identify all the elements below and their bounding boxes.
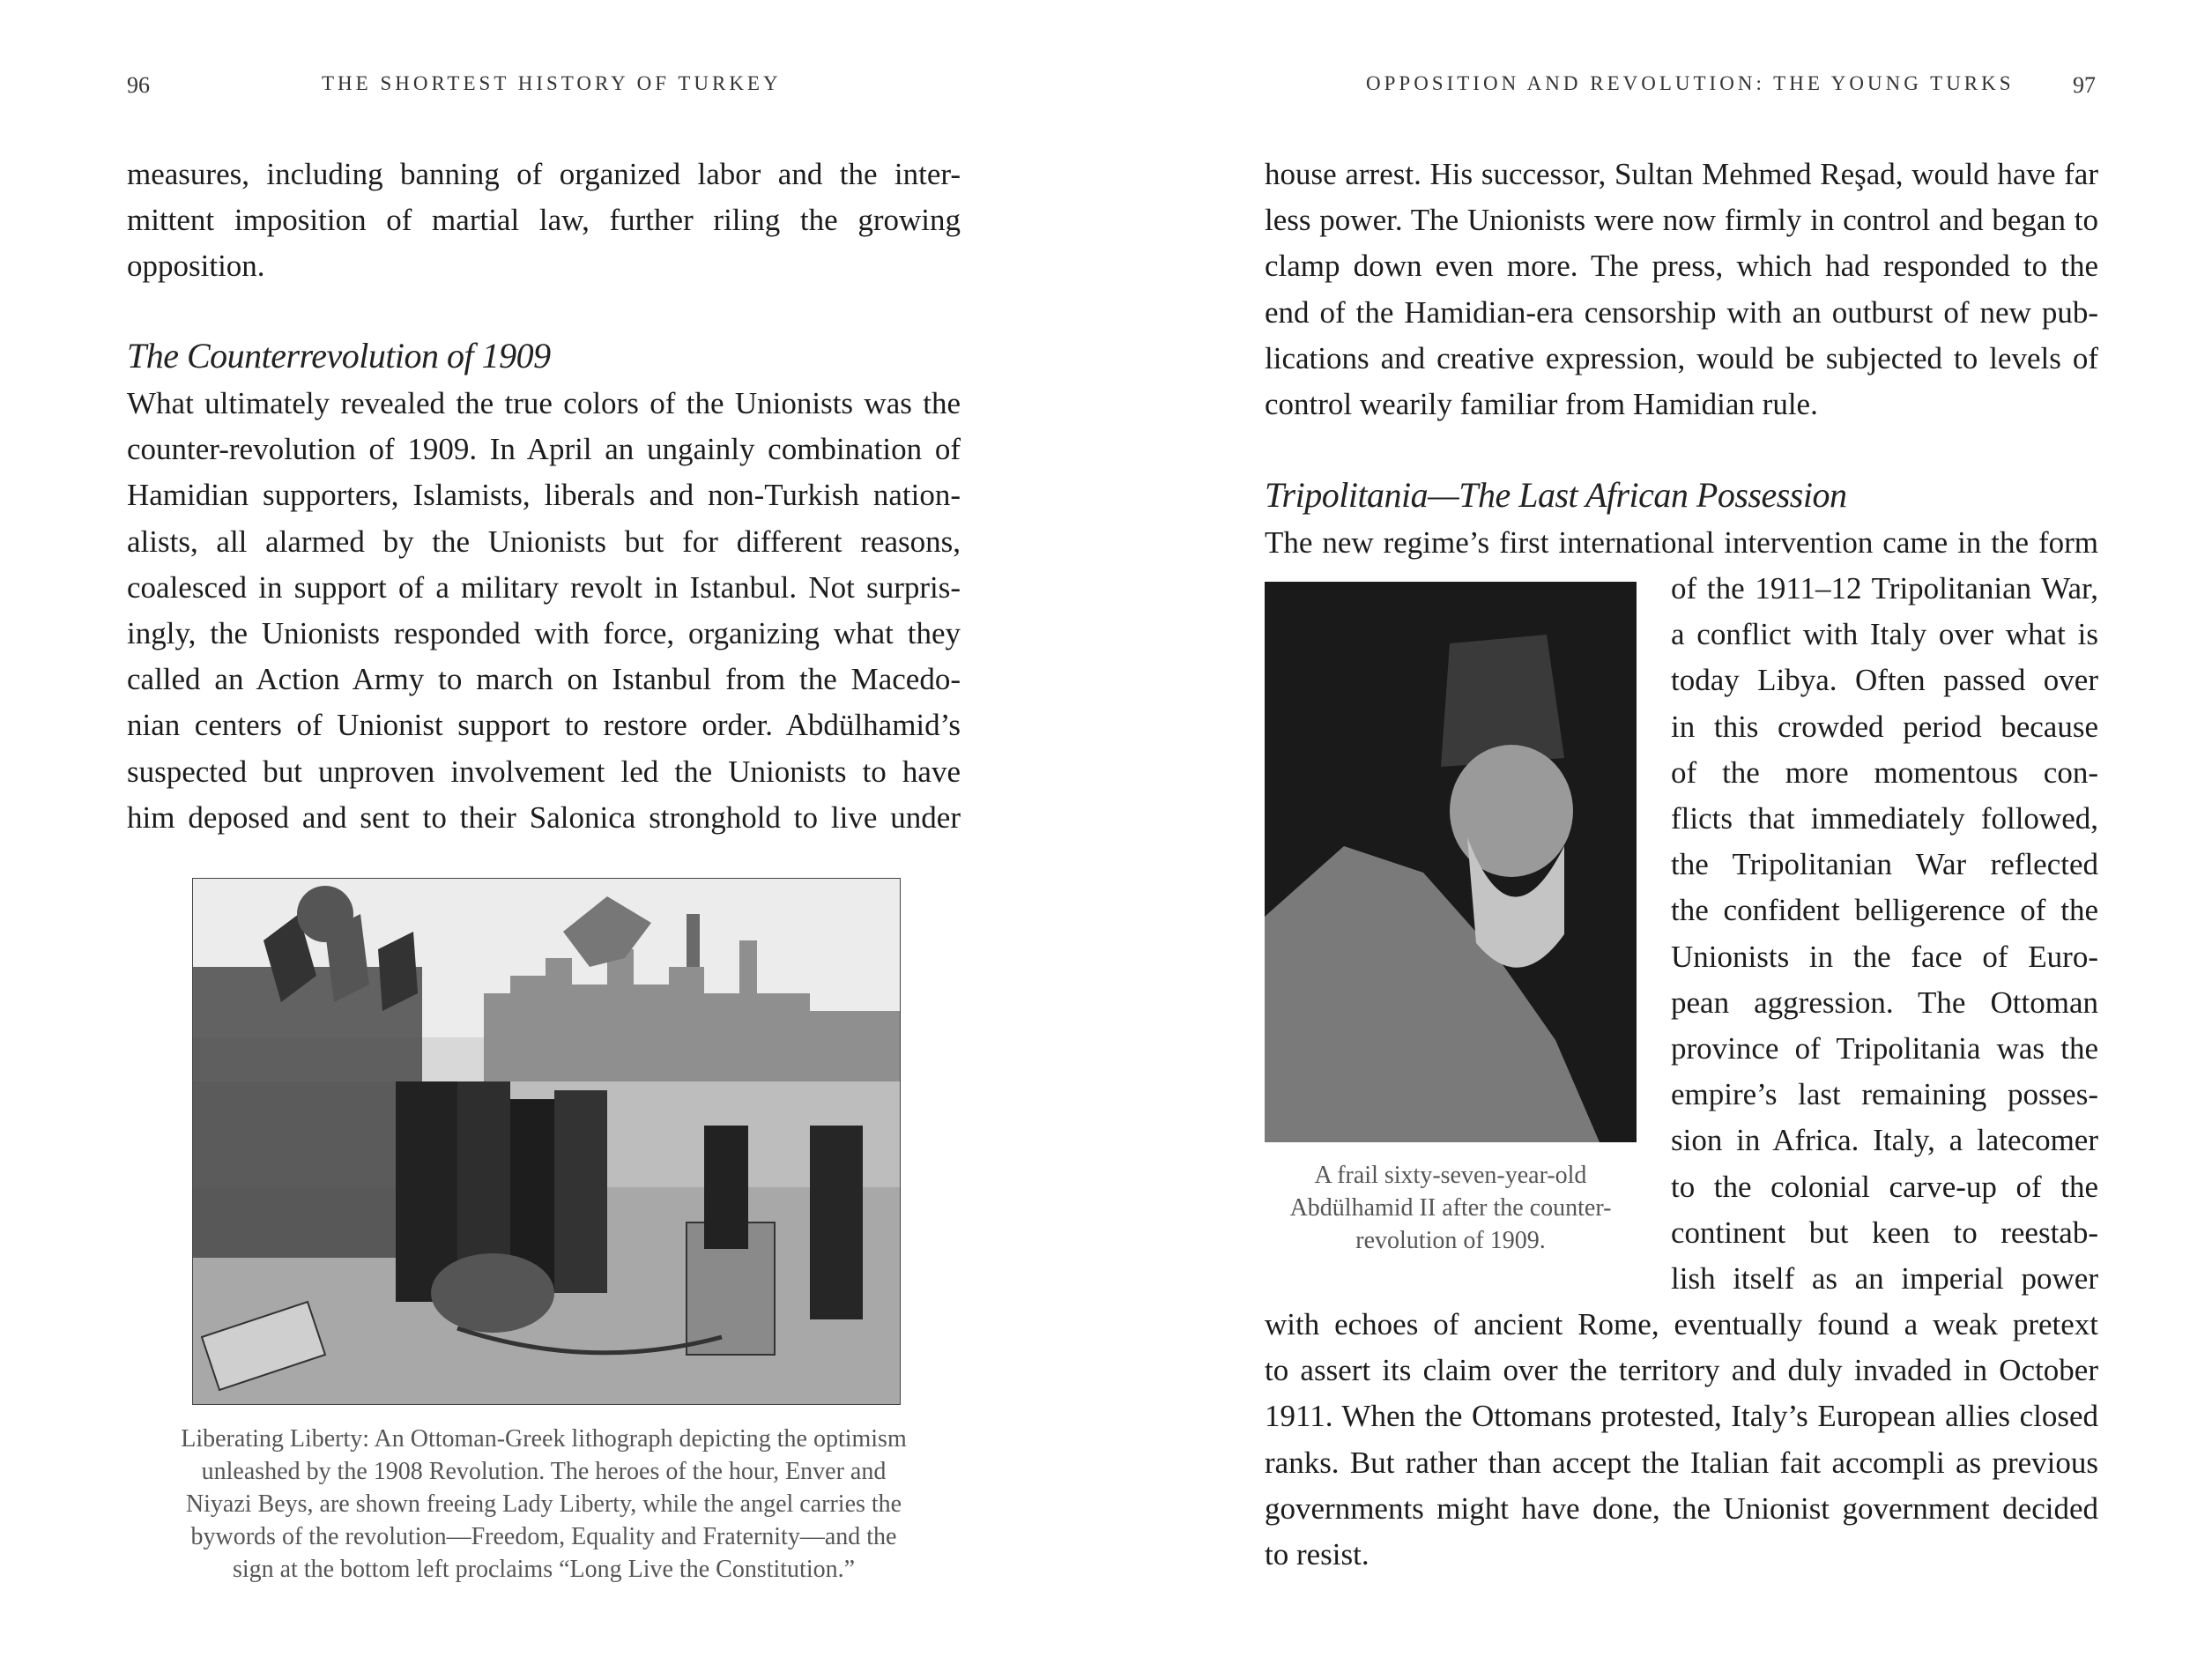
paragraph (1265, 152, 2098, 427)
text-line: Unionists in the face of Euro- (1671, 939, 2098, 974)
caption-line: bywords of the revolution—Freedom, Equality and Fraternity—and the (190, 1523, 897, 1550)
text-line: clamp down even more. The press, which had responded to the (1265, 249, 2098, 284)
text-line: house arrest. His successor, Sultan Mehmed Reşad, would have far (1265, 157, 2098, 191)
text-line: counter-revolution of 1909. In April an ungainly combination of (127, 432, 961, 467)
text-line: Hamidian supporters, Islamists, liberals and non-Turkish nation- (127, 478, 961, 513)
caption-line: sign at the bottom left proclaims “Long Live the Constitution.” (232, 1556, 856, 1583)
text-line: ranks. But rather than accept the Italian fait accompli as previous (1265, 1445, 2098, 1480)
text-line: nian centers of Unionist support to restore order. Abdülhamid’s (127, 708, 961, 743)
text-line: suspected but unproven involvement led the Unionists to have (127, 754, 961, 789)
text-line: pean aggression. The Ottoman (1671, 985, 2098, 1020)
right-page (1106, 0, 2212, 1672)
section-title: Tripolitania—The Last African Possession (1265, 475, 1847, 515)
text-line: him deposed and sent to their Salonica stronghold to live under (127, 799, 961, 835)
text-line: of the more momentous con- (1671, 754, 2098, 790)
text-line: to assert its claim over the territory and duly invaded in October (1265, 1353, 2098, 1388)
text-line: mittent imposition of martial law, further riling the growing (127, 203, 961, 238)
text-line: alists, all alarmed by the Unionists but for different reasons, (127, 524, 961, 559)
text-line: lications and creative expression, would be subjected to levels of (1265, 340, 2098, 375)
text-line: The new regime’s first international intervention came in the form (1265, 525, 2098, 560)
text-line: of the 1911–12 Tripolitanian War, (1671, 571, 2098, 606)
caption-line: Liberating Liberty: An Ottoman-Greek lithograph depicting the optimism (181, 1425, 907, 1453)
text-line: in this crowded period because (1671, 709, 2098, 744)
text-line: a conflict with Italy over what is (1671, 617, 2098, 652)
paragraph-first-line (1265, 520, 2098, 566)
text-line: coalesced in support of a military revolt in Istanbul. Not surpris- (127, 569, 961, 605)
text-line: measures, including banning of organized labor and the inter- (127, 157, 961, 191)
text-line: today Libya. Often passed over (1671, 663, 2098, 698)
portrait-photo (1265, 582, 1637, 1142)
text-line: end of the Hamidian-era censorship with an outburst of new pub- (1265, 294, 2098, 330)
text-line: lish itself as an imperial power (1671, 1261, 2098, 1297)
wrapped-paragraph (1671, 566, 2098, 1302)
text-line: less power. The Unionists were now firmly in control and began to (1265, 203, 2098, 238)
text-line: continent but keen to reestab- (1671, 1215, 2098, 1250)
caption-line: unleashed by the 1908 Revolution. The heroes of the hour, Enver and (201, 1458, 887, 1485)
text-line: called an Action Army to march on Istanbul from the Macedo- (127, 662, 961, 697)
caption-line: Niyazi Beys, are shown freeing Lady Liberty, while the angel carries the (185, 1490, 902, 1518)
text-line: control wearily familiar from Hamidian rule. (1265, 387, 1818, 422)
text-line: 1911. When the Ottomans protested, Italy’s European allies closed (1265, 1399, 2098, 1434)
text-line: governments might have done, the Unionist government decided (1265, 1490, 2098, 1526)
text-line: opposition. (127, 249, 265, 284)
text-line: province of Tripolitania was the (1671, 1031, 2098, 1066)
caption-line: A frail sixty-seven-year-old (1314, 1162, 1587, 1189)
lithograph-image (192, 878, 901, 1405)
text-line: the Tripolitanian War reflected (1671, 847, 2098, 882)
caption-line: Abdülhamid II after the counter- (1289, 1194, 1612, 1222)
page-number: 96 (127, 72, 150, 98)
figure-caption (1265, 1159, 1637, 1257)
text-line: to the colonial carve-up of the (1671, 1169, 2098, 1204)
text-line: to resist. (1265, 1537, 1370, 1572)
running-head: OPPOSITION AND REVOLUTION: THE YOUNG TURKS (1366, 72, 2015, 94)
text-line: the confident belligerence of the (1671, 893, 2098, 928)
paragraph-continuation (1265, 1302, 2098, 1578)
page-number: 97 (2073, 72, 2096, 98)
text-line: What ultimately revealed the true colors of the Unionists was the (127, 386, 961, 420)
text-line: empire’s last remaining posses- (1671, 1077, 2098, 1112)
caption-line: revolution of 1909. (1355, 1227, 1546, 1254)
text-line: flicts that immediately followed, (1671, 801, 2098, 836)
text-line: with echoes of ancient Rome, eventually found a weak pretext (1265, 1307, 2098, 1341)
paragraph (127, 381, 961, 841)
text-line: sion in Africa. Italy, a latecomer (1671, 1123, 2098, 1158)
text-line: ingly, the Unionists responded with force, organizing what they (127, 616, 961, 651)
section-title: The Counterrevolution of 1909 (127, 336, 551, 375)
figure-caption (127, 1423, 961, 1586)
paragraph (127, 152, 961, 290)
running-head: THE SHORTEST HISTORY OF TURKEY (322, 72, 782, 94)
